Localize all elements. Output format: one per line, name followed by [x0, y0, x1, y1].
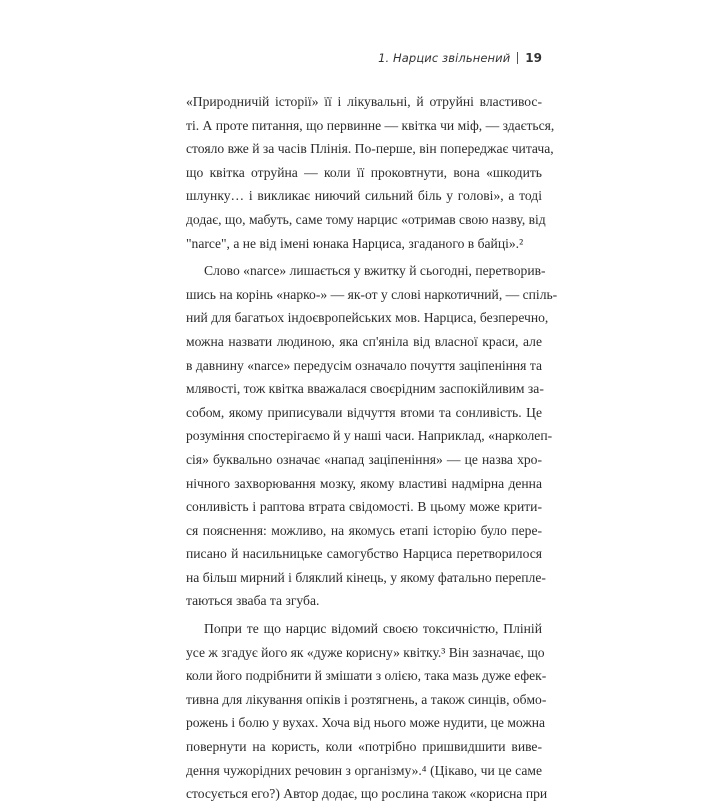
page-number: 19	[525, 51, 542, 65]
text-line: повернути на користь, коли «потрібно пришвидшити виве-	[186, 739, 542, 755]
text-line: «Природничій історії» її і лікувальні, й отруйні властивос-	[186, 94, 542, 109]
text-line: в давнину «narce» передусім означало почуття заціпеніння та	[186, 357, 542, 373]
text-line: собом, якому приписували відчуття втоми та сонливість. Це	[186, 404, 542, 420]
text-line: ся пояснення: можливо, на якомусь етапі історію було пере-	[186, 522, 542, 538]
text-line: на більш мирний і бляклий кінець, у якому фатально перепле-	[186, 569, 546, 585]
text-line: таються зваба та згуба.	[186, 593, 320, 609]
body-text	[186, 90, 558, 806]
text-line: ті. А проте питання, що первинне — квітка чи міф, — здається,	[186, 117, 555, 133]
text-line: коли його подрібнити й змішати з олією, така мазь дуже ефек-	[186, 668, 547, 684]
text-line: рожень і болю у вухах. Хоча від нього може нудити, це можна	[186, 715, 546, 731]
chapter-title: 1. Нарцис звільнений	[378, 51, 511, 65]
text-line: тивна для лікування опіків і розтягнень, а також синців, обмо-	[186, 691, 547, 707]
text-line: розуміння спостерігаємо й у наші часи. Наприклад, «нарколеп-	[186, 428, 553, 444]
text-line: стояло вже й за часів Плінія. По-перше, він попереджає читача,	[186, 141, 554, 157]
text-line: млявості, тож квітка вважалася своєрідним заспокійливим за-	[186, 381, 544, 397]
text-line: шись на корінь «нарко-» — як-от у слові наркотичний, — спіль-	[186, 286, 558, 302]
text-line: додає, що, мабуть, саме тому нарцис «отримав свою назву, від	[186, 211, 546, 227]
text-line: нічного захворювання мозку, якому властиві надмірна денна	[186, 475, 542, 491]
text-line: ний для багатьох індоєвропейських мов. Нарциса, безперечно,	[186, 310, 549, 326]
text-line: усе ж згадує його як «дуже корисну» квітку.³ Він зазначає, що	[186, 644, 545, 660]
text-line: Попри те що нарцис відомий своєю токсичністю, Пліній	[204, 621, 542, 637]
running-head	[378, 51, 542, 65]
text-line: "narce", а не від імені юнака Нарциса, згаданого в байці».²	[186, 235, 524, 251]
text-line: шлунку… і викликає ниючий сильний біль у голові», а тоді	[186, 188, 542, 204]
text-line: що квітка отруйна — коли її проковтнути, вона «шкодить	[186, 164, 542, 180]
text-line: дення чужорідних речовин з організму».⁴ (Цікаво, чи це саме	[186, 762, 542, 778]
text-line: сія» буквально означає «напад заціпеніння» — це назва хро-	[186, 451, 542, 467]
text-line: писано й насильницьке самогубство Нарциса перетворилося	[186, 546, 542, 562]
text-line: можна назвати людиною, яка сп'яніла від власної краси, але	[186, 333, 542, 349]
text-line: сонливість і раптова втрата свідомості. В цьому може крити-	[186, 499, 542, 515]
text-line: стосується его?) Автор додає, що рослина також «корисна при	[186, 786, 548, 802]
header-divider	[517, 52, 518, 64]
text-line: Слово «narce» лишається у вжитку й сьогодні, перетворив-	[204, 263, 546, 279]
